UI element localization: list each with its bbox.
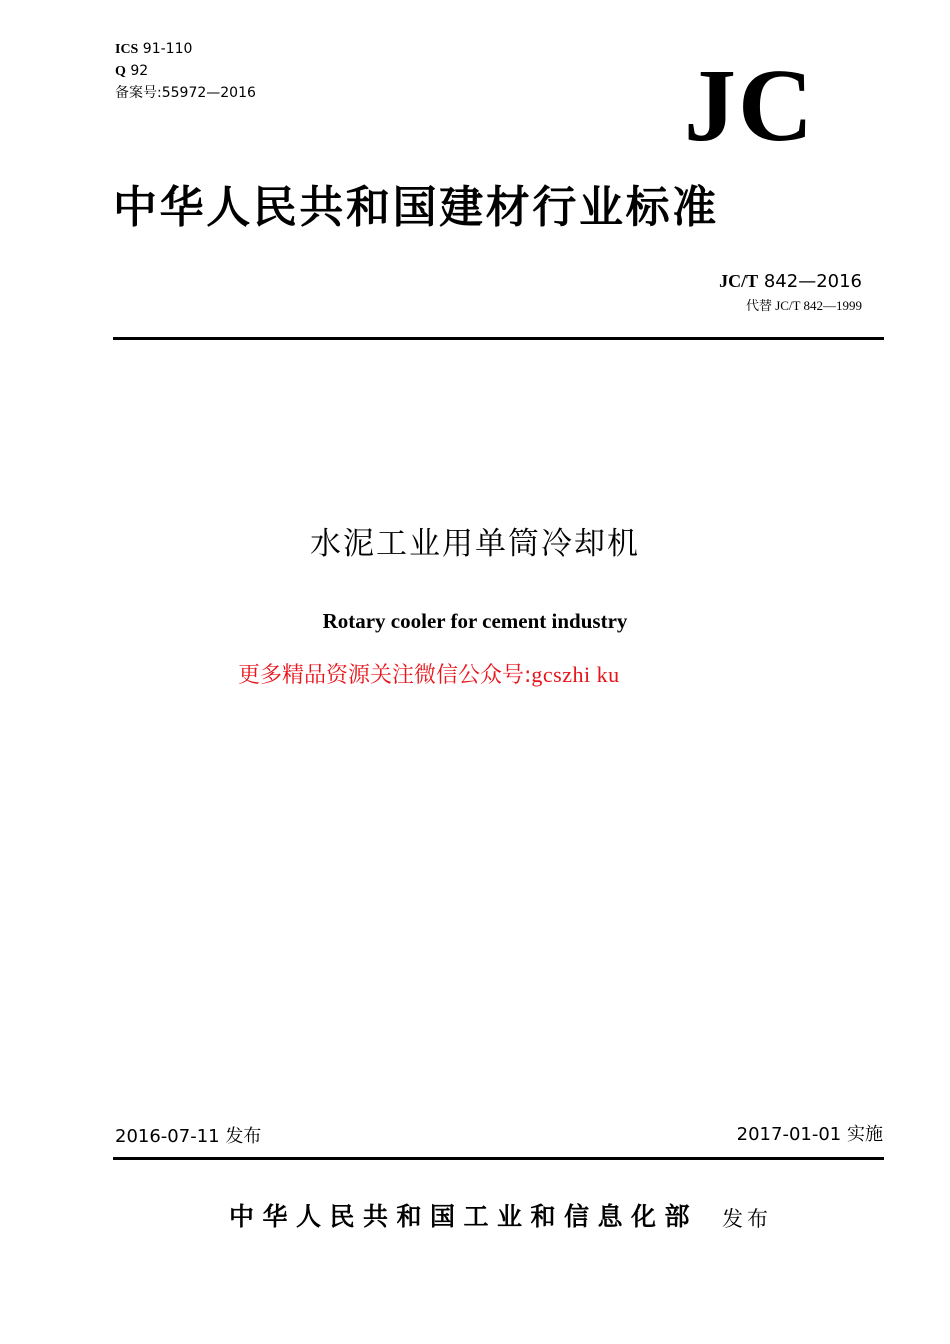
standard-category-title: 中华人民共和国建材行业标准 (113, 182, 719, 233)
standard-number (719, 270, 862, 293)
replaces-standard: 代替 JC/T 842—1999 (745, 298, 862, 313)
document-title-en: Rotary cooler for cement industry (322, 609, 628, 633)
standard-number-value: 842—2016 (758, 271, 862, 292)
ccs-label: Q (115, 64, 126, 79)
jc-logo: JC (684, 48, 816, 163)
promo-text-account: gcszhi ku (531, 662, 620, 687)
ccs-classification (115, 63, 148, 80)
standard-code: JC/T (719, 271, 759, 291)
ics-value: 91-110 (138, 41, 193, 57)
issue-label: 发布 (722, 1207, 772, 1231)
ics-label: ICS (115, 42, 139, 57)
promo-text (238, 660, 620, 691)
promo-text-cn: 更多精品资源关注微信公众号: (238, 663, 532, 688)
record-number: 备案号:55972—2016 (115, 85, 256, 101)
bottom-divider (113, 1157, 884, 1160)
issuing-authority: 中华人民共和国工业和信息化部 (229, 1202, 699, 1231)
implementation-date: 2017-01-01 实施 (736, 1124, 883, 1145)
ics-classification (115, 41, 192, 58)
ccs-value: 92 (125, 63, 149, 79)
document-title-cn: 水泥工业用单筒冷却机 (310, 526, 640, 562)
top-divider (113, 337, 884, 340)
issue-date: 2016-07-11 发布 (115, 1126, 262, 1147)
